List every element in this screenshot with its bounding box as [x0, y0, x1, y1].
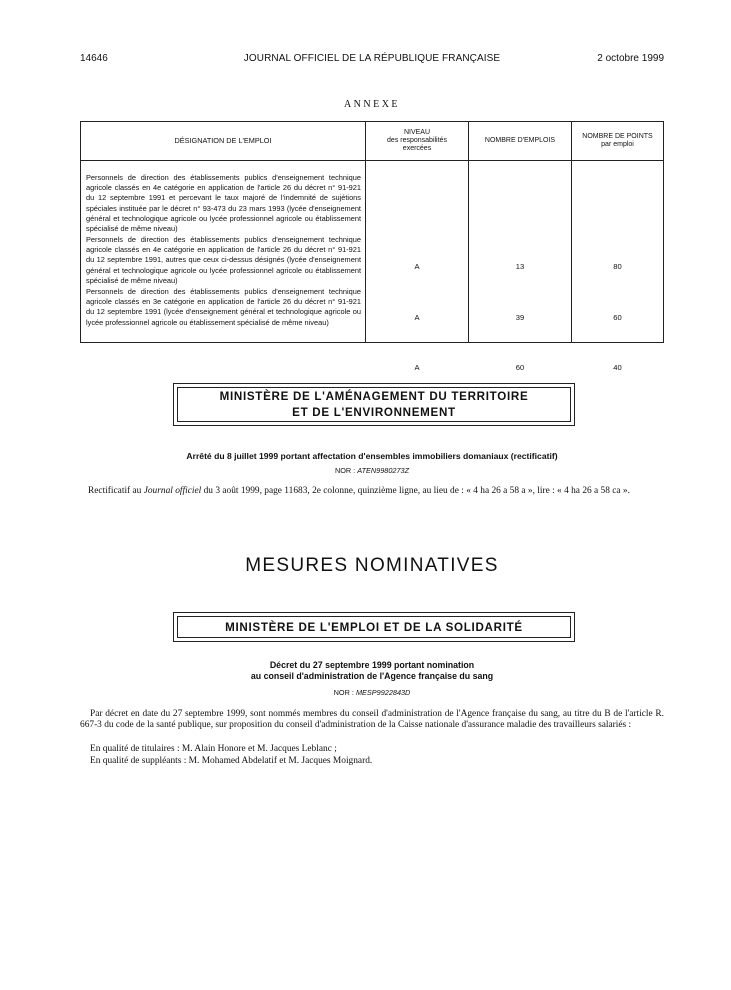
nor-code: MESP9922843D: [355, 688, 411, 697]
ministry-heading-line: ET DE L'ENVIRONNEMENT: [292, 406, 456, 419]
column-header-points-line: par emploi: [601, 141, 634, 148]
rectificatif-text: du 3 août 1999, page 11683, 2e colonne, quinzième ligne, au lieu de : « 4 ha 26 a 58 a », lire : « 4 ha 26 a 58 ca ».: [201, 486, 630, 496]
emplois-cell: [469, 161, 572, 372]
page-header: [80, 53, 664, 67]
annex-table: [80, 121, 664, 372]
points-value: 60: [613, 313, 622, 322]
nor-code: ATEN9980273Z: [357, 466, 410, 475]
points-cell: [572, 161, 664, 372]
niveau-cell: [366, 161, 469, 372]
decret-title-line: au conseil d'administration de l'Agence française du sang: [250, 671, 494, 681]
column-header-designation: DÉSIGNATION DE L'EMPLOI: [81, 122, 366, 161]
column-header-points: [572, 122, 664, 161]
niveau-value: A: [414, 313, 420, 322]
column-header-emplois: NOMBRE D'EMPLOIS: [469, 122, 572, 161]
points-value: 80: [613, 262, 622, 271]
rectificatif-text: Rectificatif au: [88, 486, 144, 496]
emplois-value: 13: [515, 262, 525, 271]
annex-title: ANNEXE: [343, 99, 401, 110]
designation-cell: [81, 161, 366, 343]
decret-paragraph: En qualité de titulaires : M. Alain Honore et M. Jacques Leblanc ;: [90, 744, 337, 754]
ministry-heading-line: MINISTÈRE DE L'EMPLOI ET DE LA SOLIDARITÉ: [225, 621, 523, 634]
decret-paragraph: En qualité de suppléants : M. Mohamed Abdelatif et M. Jacques Moignard.: [90, 756, 373, 766]
niveau-value: A: [414, 363, 420, 372]
ministry-heading-line: MINISTÈRE DE L'AMÉNAGEMENT DU TERRITOIRE: [219, 390, 529, 403]
table-header-row: [81, 122, 664, 161]
ministry-heading-box: [173, 612, 575, 642]
journal-title: JOURNAL OFFICIEL DE LA RÉPUBLIQUE FRANÇAISE: [243, 53, 501, 64]
issue-date: 2 octobre 1999: [597, 53, 664, 64]
column-header-niveau-line: des responsabilités: [387, 137, 447, 144]
column-header-points-line: NOMBRE DE POINTS: [582, 133, 653, 140]
column-header-niveau: [366, 122, 469, 161]
designation-text: Personnels de direction des établissements publics d'enseignement technique agricole classés en 3e catégorie en application de l'article 26 du décret n° 91-921 du 12 septembre 1991 (lycée d'enseignement général et technologique agricole ou lycée professionnel agricole ou établissement spécialisé de même niveau): [86, 287, 361, 327]
decret-title: [80, 660, 664, 682]
column-header-niveau-line: exercées: [402, 145, 432, 152]
niveau-value: A: [414, 262, 420, 271]
arrete-title: Arrêté du 8 juillet 1999 portant affectation d'ensembles immobiliers domaniaux (rectificatif): [186, 451, 558, 461]
page-number: 14646: [80, 53, 108, 64]
designation-text: Personnels de direction des établissements publics d'enseignement technique agricole classés en 4e catégorie en application de l'article 26 du décret n° 91-921 du 12 septembre 1991 et percevant le taux majoré de l'indemnité de sujétions spéciales instituée par le décret n° 93-473 du 23 mars 1993 (lycée d'enseignement général et technologique agricole ou lycée professionnel agricole ou établissement spécialisé de même niveau): [86, 173, 361, 234]
points-value: 40: [613, 363, 622, 372]
table-row: [81, 161, 664, 343]
nor-line: [80, 466, 664, 475]
journal-reference: Journal officiel: [143, 486, 202, 496]
decret-title-line: Décret du 27 septembre 1999 portant nomination: [269, 660, 475, 670]
emplois-value: 39: [515, 313, 525, 322]
rectificatif-paragraph: [80, 486, 664, 497]
ministry-heading-box: [173, 383, 575, 426]
section-title: MESURES NOMINATIVES: [245, 555, 499, 576]
column-header-niveau-line: NIVEAU: [403, 129, 431, 136]
nor-label: NOR :: [334, 466, 356, 475]
nor-label: NOR :: [333, 688, 354, 697]
nor-line: [80, 688, 664, 697]
designation-text: Personnels de direction des établissements publics d'enseignement technique agricole classés en 4e catégorie en application de l'article 26 du décret n° 91-921 du 12 septembre 1991, autres que ceux ci-dessus désignés (lycée d'enseignement général et technologique agricole ou lycée professionnel agricole ou établissement spécialisé de même niveau): [86, 235, 361, 285]
decret-paragraph: Par décret en date du 27 septembre 1999, sont nommés membres du conseil d'administration de l'Agence française du sang, au titre du B de l'article R. 667-3 du code de la santé publique, sur proposition du conseil d'administration de la Caisse nationale d'assurance maladie des travailleurs salariés :: [80, 709, 664, 730]
emplois-value: 60: [515, 363, 525, 372]
